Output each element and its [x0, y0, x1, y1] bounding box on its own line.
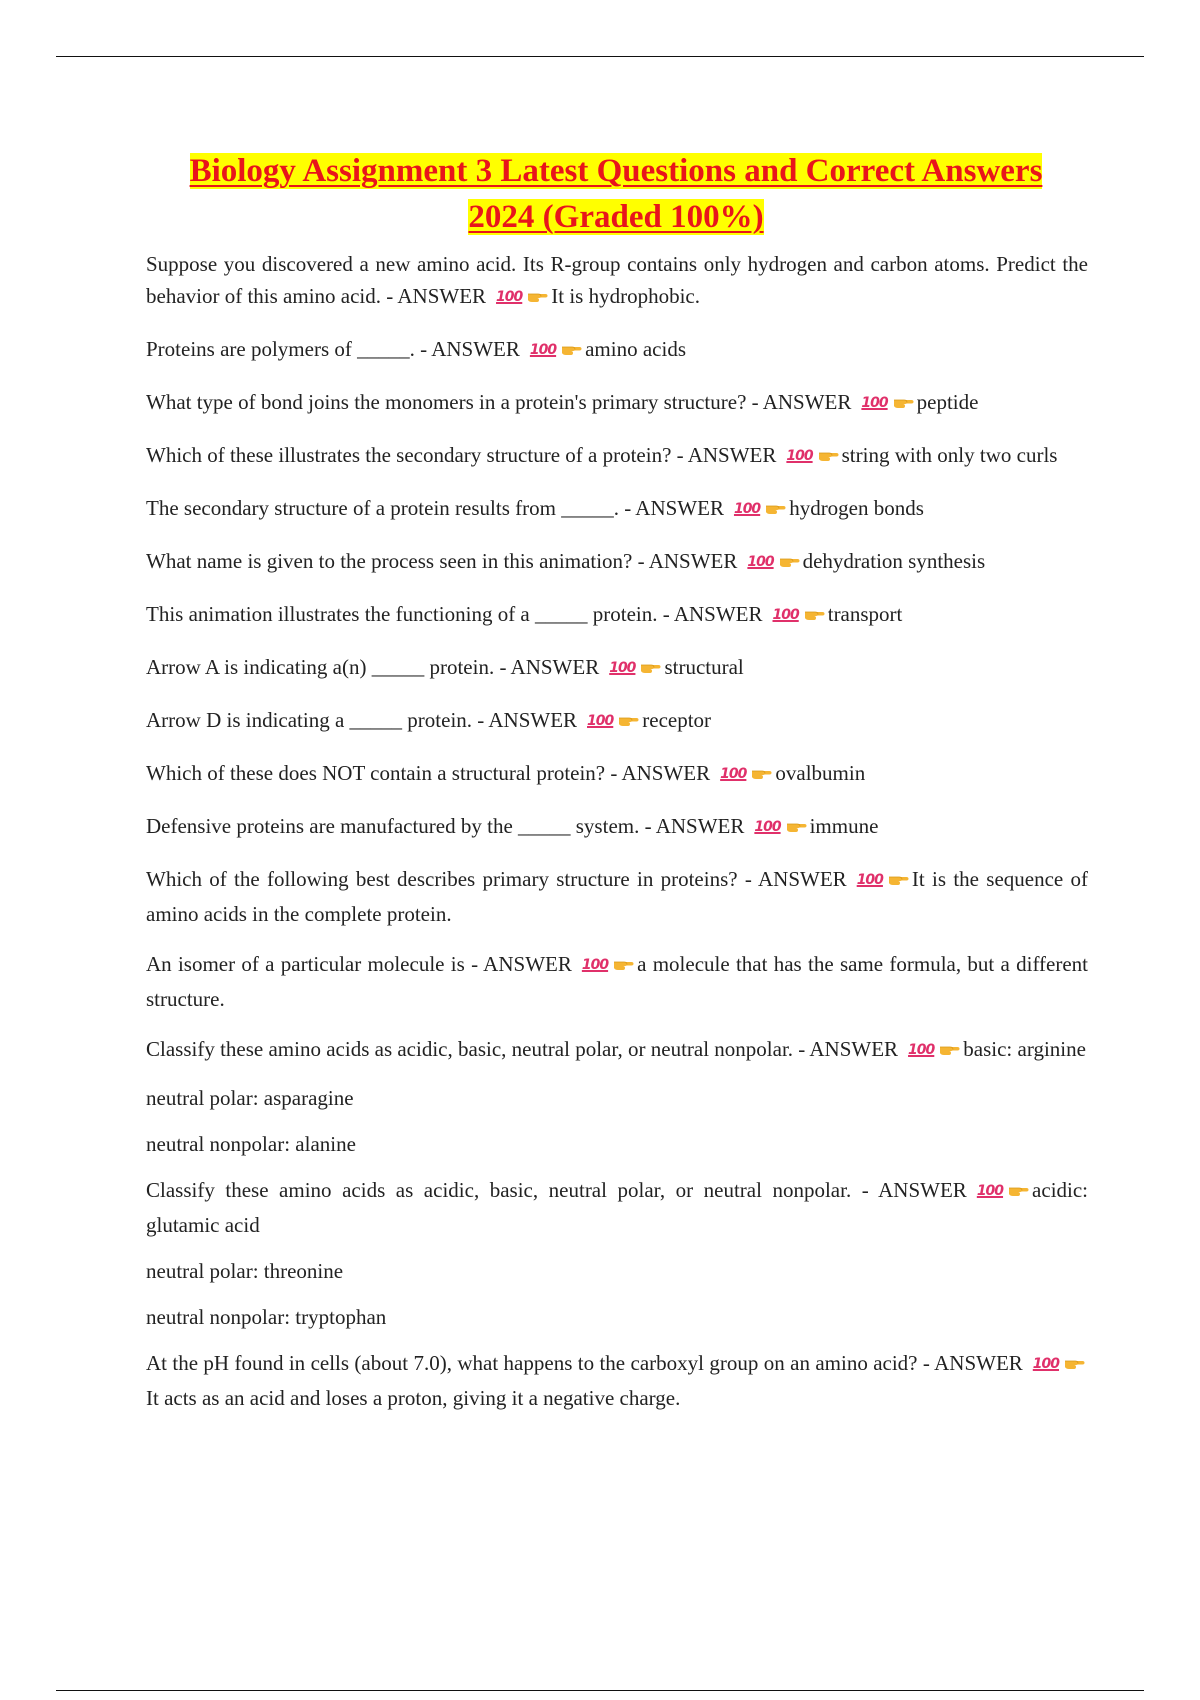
title-line-1: Biology Assignment 3 Latest Questions and Correct Answers — [189, 153, 1043, 189]
pointing-hand-icon — [803, 600, 825, 618]
answer-separator: - ANSWER — [386, 284, 487, 308]
pointing-hand-icon — [892, 388, 914, 406]
answer-separator: - ANSWER — [798, 1037, 899, 1061]
question-text: This animation illustrates the functioning of a _____ protein. — [146, 602, 658, 626]
answer-text: a molecule that has the same formula, but a different structure. — [146, 952, 1089, 1011]
hundred-points-icon: 100 — [609, 660, 636, 676]
title-line-2: 2024 (Graded 100%) — [468, 199, 764, 235]
question-text: Arrow D is indicating a _____ protein. — [146, 708, 473, 732]
question-text: Classify these amino acids as acidic, basic, neutral polar, or neutral nonpolar. — [146, 1037, 794, 1061]
pointing-hand-icon — [617, 706, 639, 724]
pointing-hand-icon — [750, 759, 772, 777]
qa-item — [146, 598, 1088, 633]
hundred-points-icon: 100 — [733, 501, 761, 517]
answer-separator: - ANSWER — [499, 655, 600, 679]
pointing-hand-icon — [785, 812, 807, 830]
hundred-points-icon: 100 — [976, 1183, 1004, 1199]
qa-list — [146, 248, 1088, 1432]
pointing-hand-icon — [817, 441, 839, 459]
hundred-points-icon: 100 — [747, 554, 774, 570]
question-text: What name is given to the process seen in this animation? — [146, 549, 633, 573]
qa-item — [146, 248, 1088, 315]
question-text: Defensive proteins are manufactured by the _____ system. — [146, 814, 640, 838]
qa-item — [146, 948, 1088, 1015]
question-text: Arrow A is indicating a(n) _____ protein. — [146, 655, 495, 679]
pointing-hand-icon — [764, 494, 786, 512]
question-text: An isomer of a particular molecule is — [146, 952, 465, 976]
answer-text: It is the sequence of amino acids in the complete protein. — [146, 867, 1089, 926]
answer-text: acidic: glutamic acid — [146, 1178, 1089, 1237]
hundred-points-icon: 100 — [1032, 1356, 1060, 1372]
pointing-hand-icon — [526, 282, 548, 300]
pointing-hand-icon — [778, 547, 800, 565]
pointing-hand-icon — [1007, 1176, 1029, 1194]
answer-continuation: neutral nonpolar: alanine — [146, 1132, 356, 1156]
question-text: Which of these illustrates the secondary structure of a protein? — [146, 443, 672, 467]
answer-separator: - ANSWER — [477, 708, 578, 732]
qa-item — [146, 1347, 1088, 1414]
answer-text: dehydration synthesis — [802, 549, 986, 573]
qa-item — [146, 492, 1088, 527]
answer-separator: - ANSWER — [471, 952, 572, 976]
pointing-hand-icon — [938, 1035, 960, 1053]
hundred-points-icon: 100 — [861, 395, 888, 411]
answer-text: hydrogen bonds — [789, 496, 924, 520]
hundred-points-icon: 100 — [786, 448, 813, 464]
answer-continuation: neutral polar: threonine — [146, 1259, 344, 1283]
answer-separator: - ANSWER — [420, 337, 520, 361]
qa-item — [146, 1033, 1088, 1068]
answer-separator: - ANSWER — [861, 1178, 967, 1202]
question-text: Which of these does NOT contain a structural protein? — [146, 761, 606, 785]
qa-item — [146, 386, 1088, 421]
question-text: The secondary structure of a protein results from _____. — [146, 496, 619, 520]
qa-item — [146, 810, 1088, 845]
answer-text: peptide — [916, 390, 979, 414]
answer-text: It acts as an acid and loses a proton, giving it a negative charge. — [146, 1386, 681, 1410]
qa-item — [146, 333, 1088, 368]
answer-separator: - ANSWER — [662, 602, 763, 626]
hundred-points-icon: 100 — [587, 713, 614, 729]
answer-separator: - ANSWER — [744, 867, 847, 891]
answer-text: transport — [827, 602, 903, 626]
question-text: What type of bond joins the monomers in a protein's primary structure? — [146, 390, 747, 414]
qa-item — [146, 704, 1088, 739]
answer-separator: - ANSWER — [644, 814, 745, 838]
answer-text: amino acids — [585, 337, 686, 361]
answer-text: string with only two curls — [841, 443, 1058, 467]
answer-continuation: neutral nonpolar: tryptophan — [146, 1305, 387, 1329]
answer-separator: - ANSWER — [610, 761, 711, 785]
question-text: Proteins are polymers of _____. — [146, 337, 415, 361]
answer-text: It is hydrophobic. — [551, 284, 700, 308]
answer-text: structural — [664, 655, 744, 679]
document-title — [146, 148, 1086, 240]
answer-text: immune — [809, 814, 879, 838]
qa-item — [146, 545, 1088, 580]
hundred-points-icon: 100 — [772, 607, 799, 623]
hundred-points-icon: 100 — [856, 872, 883, 888]
pointing-hand-icon — [612, 950, 634, 968]
pointing-hand-icon — [639, 653, 661, 671]
answer-separator: - ANSWER — [676, 443, 777, 467]
answer-continuation: neutral polar: asparagine — [146, 1086, 354, 1110]
answer-text: ovalbumin — [775, 761, 866, 785]
question-text: At the pH found in cells (about 7.0), what happens to the carboxyl group on an amino acid? — [146, 1351, 918, 1375]
answer-text: receptor — [642, 708, 712, 732]
qa-item — [146, 757, 1088, 792]
question-text: Suppose you discovered a new amino acid. Its R-group contains only hydrogen and carbon atoms. Predict the behavior of this amino acid. — [146, 252, 1088, 308]
hundred-points-icon: 100 — [720, 766, 747, 782]
pointing-hand-icon — [1063, 1349, 1085, 1367]
pointing-hand-icon — [560, 335, 582, 353]
question-text: Classify these amino acids as acidic, basic, neutral polar, or neutral nonpolar. — [146, 1178, 852, 1202]
answer-separator: - ANSWER — [922, 1351, 1023, 1375]
qa-item — [146, 439, 1088, 474]
hundred-points-icon: 100 — [754, 819, 781, 835]
answer-separator: - ANSWER — [751, 390, 852, 414]
top-rule — [56, 56, 1144, 57]
hundred-points-icon: 100 — [529, 342, 557, 358]
answer-separator: - ANSWER — [624, 496, 724, 520]
hundred-points-icon: 100 — [581, 957, 609, 973]
question-text: Which of the following best describes primary structure in proteins? — [146, 867, 738, 891]
qa-item — [146, 651, 1088, 686]
answer-separator: - ANSWER — [637, 549, 738, 573]
hundred-points-icon: 100 — [496, 289, 523, 305]
pointing-hand-icon — [887, 865, 909, 883]
hundred-points-icon: 100 — [908, 1042, 935, 1058]
qa-item — [146, 863, 1088, 930]
answer-text: basic: arginine — [963, 1037, 1086, 1061]
qa-item — [146, 1174, 1088, 1241]
bottom-rule — [56, 1690, 1144, 1691]
